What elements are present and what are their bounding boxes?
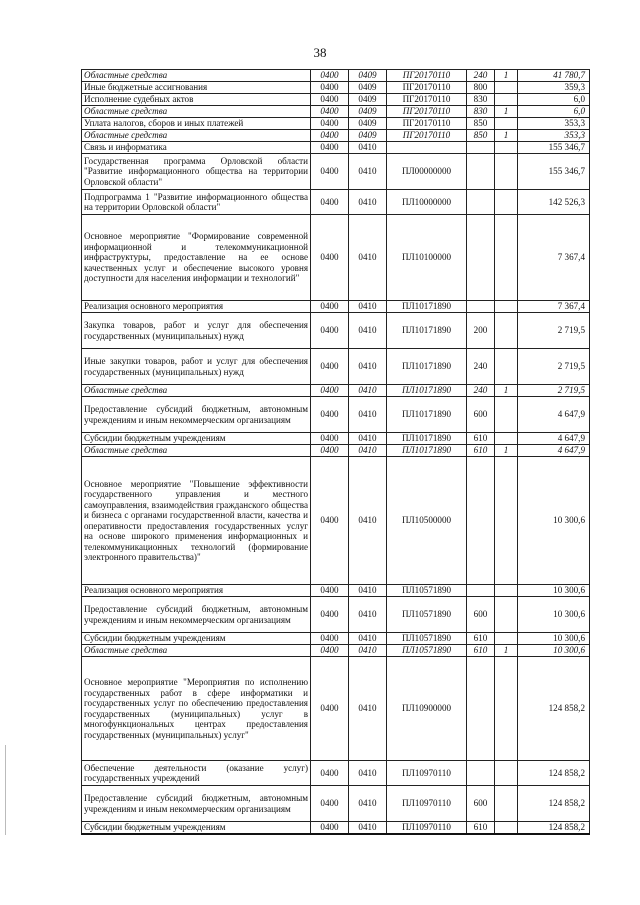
row-source — [495, 154, 518, 190]
row-pr: 0409 — [349, 106, 387, 118]
row-pr: 0410 — [349, 633, 387, 645]
row-pr: 0410 — [349, 349, 387, 385]
row-rz: 0400 — [311, 190, 349, 215]
row-rz: 0400 — [311, 445, 349, 457]
row-pr: 0410 — [349, 657, 387, 761]
row-csr: ПГ20170110 — [387, 94, 467, 106]
row-sum: 7 367,4 — [518, 301, 590, 313]
row-sum: 124 858,2 — [518, 761, 590, 786]
row-rz: 0400 — [311, 433, 349, 445]
row-rz: 0400 — [311, 633, 349, 645]
row-rz: 0400 — [311, 657, 349, 761]
row-rz: 0400 — [311, 130, 349, 142]
row-vr — [467, 190, 495, 215]
row-source: 1 — [495, 385, 518, 397]
row-name: Исполнение судебных актов — [82, 94, 311, 106]
row-vr — [467, 657, 495, 761]
row-pr: 0410 — [349, 385, 387, 397]
row-name: Государственная программа Орловской области "Развитие информационного общества на территории Орловской области" — [82, 154, 311, 190]
table-row — [82, 822, 590, 834]
row-csr: ПЛ10171890 — [387, 385, 467, 397]
row-pr: 0410 — [349, 433, 387, 445]
row-csr: ПЛ00000000 — [387, 154, 467, 190]
row-source — [495, 94, 518, 106]
row-rz: 0400 — [311, 313, 349, 349]
row-name: Предоставление субсидий бюджетным, автономным учреждениям и иным некоммерческим организациям — [82, 397, 311, 433]
row-source — [495, 301, 518, 313]
row-vr — [467, 301, 495, 313]
row-source — [495, 597, 518, 633]
row-csr: ПЛ10171890 — [387, 313, 467, 349]
row-sum: 353,3 — [518, 130, 590, 142]
row-sum: 10 300,6 — [518, 633, 590, 645]
row-name: Реализация основного мероприятия — [82, 585, 311, 597]
row-sum: 4 647,9 — [518, 433, 590, 445]
row-pr: 0410 — [349, 645, 387, 657]
row-sum: 124 858,2 — [518, 822, 590, 834]
row-pr: 0410 — [349, 761, 387, 786]
row-csr: ПЛ10970110 — [387, 786, 467, 822]
row-pr: 0409 — [349, 82, 387, 94]
table-row — [82, 313, 590, 349]
row-rz: 0400 — [311, 301, 349, 313]
row-sum: 2 719,5 — [518, 313, 590, 349]
row-pr: 0410 — [349, 585, 387, 597]
row-sum: 10 300,6 — [518, 645, 590, 657]
table-row — [82, 385, 590, 397]
row-name: Областные средства — [82, 130, 311, 142]
row-source: 1 — [495, 130, 518, 142]
row-pr: 0410 — [349, 397, 387, 433]
table-row — [82, 70, 590, 82]
row-pr: 0409 — [349, 118, 387, 130]
row-source — [495, 633, 518, 645]
row-pr: 0410 — [349, 190, 387, 215]
row-csr: ПЛ10970110 — [387, 822, 467, 834]
row-pr: 0410 — [349, 142, 387, 154]
budget-table — [81, 69, 590, 835]
row-csr: ПЛ10171890 — [387, 445, 467, 457]
row-source — [495, 786, 518, 822]
row-name: Предоставление субсидий бюджетным, автономным учреждениям и иным некоммерческим организациям — [82, 786, 311, 822]
row-pr: 0410 — [349, 457, 387, 585]
table-row — [82, 457, 590, 585]
row-rz: 0400 — [311, 142, 349, 154]
row-vr: 850 — [467, 130, 495, 142]
row-csr: ПГ20170110 — [387, 118, 467, 130]
table-row — [82, 645, 590, 657]
row-name: Областные средства — [82, 106, 311, 118]
row-sum: 10 300,6 — [518, 597, 590, 633]
row-sum: 155 346,7 — [518, 154, 590, 190]
row-rz: 0400 — [311, 457, 349, 585]
row-vr: 610 — [467, 433, 495, 445]
row-vr: 610 — [467, 445, 495, 457]
table-row — [82, 349, 590, 385]
row-source — [495, 397, 518, 433]
row-sum: 155 346,7 — [518, 142, 590, 154]
row-sum: 6,0 — [518, 106, 590, 118]
row-name: Иные закупки товаров, работ и услуг для обеспечения государственных (муниципальных) нужд — [82, 349, 311, 385]
row-name: Уплата налогов, сборов и иных платежей — [82, 118, 311, 130]
row-pr: 0409 — [349, 70, 387, 82]
row-pr: 0410 — [349, 786, 387, 822]
row-vr — [467, 154, 495, 190]
row-sum: 2 719,5 — [518, 385, 590, 397]
table-row — [82, 633, 590, 645]
row-vr: 240 — [467, 385, 495, 397]
row-source: 1 — [495, 70, 518, 82]
table-row — [82, 397, 590, 433]
row-rz: 0400 — [311, 106, 349, 118]
row-csr: ПЛ10171890 — [387, 301, 467, 313]
row-csr: ПЛ10500000 — [387, 457, 467, 585]
row-pr: 0410 — [349, 313, 387, 349]
row-rz: 0400 — [311, 761, 349, 786]
row-source — [495, 118, 518, 130]
row-vr: 240 — [467, 349, 495, 385]
table-row — [82, 761, 590, 786]
row-vr — [467, 215, 495, 301]
row-source: 1 — [495, 445, 518, 457]
row-pr: 0410 — [349, 597, 387, 633]
row-csr: ПЛ10571890 — [387, 597, 467, 633]
row-sum: 41 780,7 — [518, 70, 590, 82]
row-sum: 6,0 — [518, 94, 590, 106]
row-csr: ПГ20170110 — [387, 70, 467, 82]
row-vr: 830 — [467, 106, 495, 118]
row-rz: 0400 — [311, 82, 349, 94]
row-vr — [467, 142, 495, 154]
row-csr: ПГ20170110 — [387, 106, 467, 118]
row-csr: ПЛ10571890 — [387, 645, 467, 657]
row-source — [495, 142, 518, 154]
row-csr: ПЛ10171890 — [387, 349, 467, 385]
row-rz: 0400 — [311, 94, 349, 106]
row-vr: 600 — [467, 397, 495, 433]
page-number: 38 — [313, 45, 327, 60]
row-vr: 800 — [467, 82, 495, 94]
row-pr: 0410 — [349, 301, 387, 313]
row-source — [495, 657, 518, 761]
table-body — [82, 70, 590, 834]
row-source — [495, 82, 518, 94]
row-name: Связь и информатика — [82, 142, 311, 154]
table-row — [82, 142, 590, 154]
table-row — [82, 585, 590, 597]
row-vr: 200 — [467, 313, 495, 349]
row-name: Субсидии бюджетным учреждениям — [82, 433, 311, 445]
row-name: Иные бюджетные ассигнования — [82, 82, 311, 94]
row-source — [495, 190, 518, 215]
row-rz: 0400 — [311, 385, 349, 397]
row-sum: 124 858,2 — [518, 657, 590, 761]
row-rz: 0400 — [311, 645, 349, 657]
row-vr: 600 — [467, 597, 495, 633]
row-name: Областные средства — [82, 445, 311, 457]
table-row — [82, 215, 590, 301]
row-rz: 0400 — [311, 597, 349, 633]
row-source — [495, 313, 518, 349]
row-pr: 0409 — [349, 130, 387, 142]
row-vr — [467, 457, 495, 585]
table-row — [82, 301, 590, 313]
row-source: 1 — [495, 106, 518, 118]
row-vr: 830 — [467, 94, 495, 106]
table-row — [82, 445, 590, 457]
row-csr: ПЛ10571890 — [387, 585, 467, 597]
row-sum: 7 367,4 — [518, 215, 590, 301]
row-sum: 10 300,6 — [518, 457, 590, 585]
row-pr: 0410 — [349, 154, 387, 190]
row-vr: 240 — [467, 70, 495, 82]
table-row — [82, 106, 590, 118]
row-csr: ПЛ10000000 — [387, 190, 467, 215]
row-sum: 353,3 — [518, 118, 590, 130]
row-rz: 0400 — [311, 397, 349, 433]
row-sum: 142 526,3 — [518, 190, 590, 215]
row-vr: 610 — [467, 633, 495, 645]
row-source — [495, 433, 518, 445]
table-row — [82, 154, 590, 190]
row-rz: 0400 — [311, 822, 349, 834]
table-row — [82, 82, 590, 94]
row-csr: ПЛ10171890 — [387, 397, 467, 433]
row-rz: 0400 — [311, 215, 349, 301]
row-name: Областные средства — [82, 385, 311, 397]
row-rz: 0400 — [311, 786, 349, 822]
row-vr: 610 — [467, 822, 495, 834]
table-row — [82, 130, 590, 142]
row-sum: 10 300,6 — [518, 585, 590, 597]
row-name: Закупка товаров, работ и услуг для обеспечения государственных (муниципальных) нужд — [82, 313, 311, 349]
row-rz: 0400 — [311, 154, 349, 190]
table-row — [82, 657, 590, 761]
row-pr: 0410 — [349, 215, 387, 301]
row-name: Областные средства — [82, 70, 311, 82]
row-pr: 0410 — [349, 822, 387, 834]
row-name: Обеспечение деятельности (оказание услуг) государственных учреждений — [82, 761, 311, 786]
row-sum: 4 647,9 — [518, 397, 590, 433]
table-row — [82, 433, 590, 445]
row-name: Предоставление субсидий бюджетным, автономным учреждениям и иным некоммерческим организациям — [82, 597, 311, 633]
row-vr — [467, 585, 495, 597]
row-rz: 0400 — [311, 118, 349, 130]
row-source — [495, 215, 518, 301]
row-name: Областные средства — [82, 645, 311, 657]
row-csr: ПГ20170110 — [387, 82, 467, 94]
row-source: 1 — [495, 645, 518, 657]
row-csr: ПЛ10100000 — [387, 215, 467, 301]
row-rz: 0400 — [311, 349, 349, 385]
row-vr: 850 — [467, 118, 495, 130]
row-name: Реализация основного мероприятия — [82, 301, 311, 313]
row-csr: ПЛ10900000 — [387, 657, 467, 761]
row-vr: 600 — [467, 786, 495, 822]
row-name: Субсидии бюджетным учреждениям — [82, 633, 311, 645]
row-csr: ПЛ10171890 — [387, 433, 467, 445]
row-csr: ПЛ10970110 — [387, 761, 467, 786]
table-row — [82, 190, 590, 215]
row-csr: ПЛ10571890 — [387, 633, 467, 645]
table-row — [82, 597, 590, 633]
row-name: Основное мероприятие "Формирование современной информационной и телекоммуникационной инфраструктуры, предоставление на ее основе качественных услуг и обеспечение высокого уровня доступности для населения информации и технологий" — [82, 215, 311, 301]
row-sum: 359,3 — [518, 82, 590, 94]
row-source — [495, 822, 518, 834]
row-csr: ПГ20170110 — [387, 130, 467, 142]
row-pr: 0409 — [349, 94, 387, 106]
left-margin-mark — [5, 745, 6, 835]
table-row — [82, 786, 590, 822]
row-name: Основное мероприятие "Мероприятия по исполнению государственных работ в сфере информатики и государственных услуг по обеспечению предоставления государственных (муниципальных) услуг в многофункциональных центрах предоставления государственных (муниципальных) услуг" — [82, 657, 311, 761]
row-sum: 2 719,5 — [518, 349, 590, 385]
row-sum: 4 647,9 — [518, 445, 590, 457]
row-rz: 0400 — [311, 585, 349, 597]
row-name: Субсидии бюджетным учреждениям — [82, 822, 311, 834]
row-vr — [467, 761, 495, 786]
row-pr: 0410 — [349, 445, 387, 457]
table-row — [82, 94, 590, 106]
row-source — [495, 761, 518, 786]
table-row — [82, 118, 590, 130]
row-source — [495, 585, 518, 597]
row-vr: 610 — [467, 645, 495, 657]
row-source — [495, 457, 518, 585]
row-name: Основное мероприятие "Повышение эффективности государственного управления и местного самоуправления, взаимодействия гражданского общества и бизнеса с органами государственной власти, качества и оперативности предоставления государственных услуг на основе широкого применения информационных и телекоммуникационных технологий (формирование электронного правительства)" — [82, 457, 311, 585]
row-sum: 124 858,2 — [518, 786, 590, 822]
row-rz: 0400 — [311, 70, 349, 82]
row-name: Подпрограмма 1 "Развитие информационного общества на территории Орловской области" — [82, 190, 311, 215]
row-csr — [387, 142, 467, 154]
row-source — [495, 349, 518, 385]
